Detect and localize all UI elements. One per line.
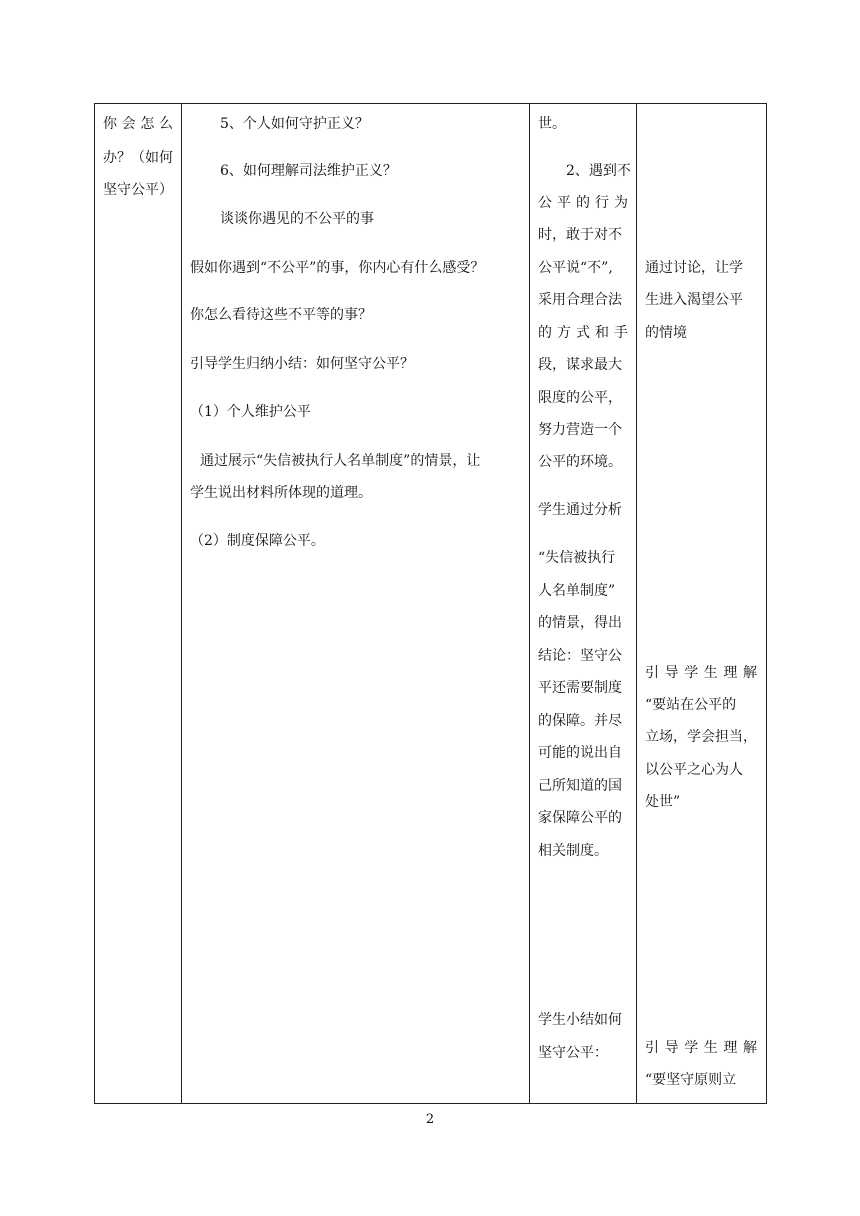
- student-line: 家保障公平的: [538, 810, 622, 826]
- question-item: 6、如何理解司法维护正义？: [220, 163, 397, 179]
- student-line: 人名单制度”: [538, 583, 616, 599]
- question-item: 5、个人如何守护正义？: [220, 116, 369, 132]
- activity-item: 假如你遇到“不公平”的事，你内心有什么感受？: [190, 260, 485, 276]
- student-line: 段，谋求最大: [538, 357, 622, 373]
- student-line: 学生通过分析: [538, 502, 622, 518]
- student-line: 平还需要制度: [538, 680, 622, 696]
- activity-item: 引导学生归纳小结：如何坚守公平？: [190, 356, 414, 372]
- student-line: 公平的环境。: [538, 454, 622, 470]
- table-row: [95, 104, 767, 1104]
- student-line: 采用合理合法: [538, 292, 622, 308]
- lesson-plan-table: [94, 103, 767, 1104]
- activity-item: 你怎么看待这些不平等的事？: [190, 307, 372, 323]
- student-line: 时，敢于对不: [538, 227, 622, 243]
- student-activity-cell: [530, 104, 637, 1104]
- student-line: 学生小结如何: [538, 1012, 622, 1028]
- intent-line: 引导学生理解: [645, 1040, 757, 1056]
- student-line: 的方式和手: [538, 325, 628, 341]
- student-line: 2、遇到不: [566, 163, 631, 179]
- student-line: 相关制度。: [538, 843, 608, 859]
- student-line: 的情景，得出: [538, 615, 622, 631]
- activity-item: 通过展示“失信被执行人名单制度”的情景，让: [200, 453, 481, 469]
- page-number: 2: [425, 1112, 435, 1127]
- activity-item: （1）个人维护公平: [190, 404, 311, 420]
- student-line: 的保障。并尽: [538, 713, 622, 729]
- student-line: 坚守公平：: [538, 1045, 608, 1061]
- student-line: 公平的行为: [538, 195, 628, 211]
- topic-cell: [95, 104, 182, 1104]
- topic-line: 你会怎么: [103, 116, 173, 132]
- teacher-activity-cell: [182, 104, 530, 1104]
- student-line: “失信被执行: [538, 550, 616, 566]
- student-line: 努力营造一个: [538, 422, 622, 438]
- intent-line: 的情境: [645, 325, 687, 341]
- intent-line: 立场，学会担当，: [645, 729, 757, 745]
- activity-item: （2）制度保障公平。: [190, 533, 325, 549]
- topic-line: 办？（如何: [103, 150, 173, 166]
- student-line: 公平说“不”,: [538, 260, 613, 276]
- intent-line: 通过讨论，让学: [645, 260, 743, 276]
- student-line: 可能的说出自: [538, 745, 622, 761]
- student-line: 世。: [538, 116, 566, 132]
- activity-item: 谈谈你遇见的不公平的事: [220, 211, 374, 227]
- student-line: 结论：坚守公: [538, 648, 622, 664]
- intent-line: 引导学生理解: [645, 665, 757, 681]
- student-line: 己所知道的国: [538, 778, 622, 794]
- design-intent-cell: [637, 104, 767, 1104]
- student-line: 限度的公平，: [538, 390, 622, 406]
- intent-line: 生进入渴望公平: [645, 292, 743, 308]
- topic-line: 坚守公平）: [103, 182, 173, 198]
- intent-line: 以公平之心为人: [645, 762, 743, 778]
- intent-line: “要站在公平的: [645, 697, 737, 713]
- intent-line: “要坚守原则立: [645, 1072, 737, 1088]
- intent-line: 处世”: [645, 794, 681, 810]
- activity-item: 学生说出材料所体现的道理。: [190, 485, 372, 501]
